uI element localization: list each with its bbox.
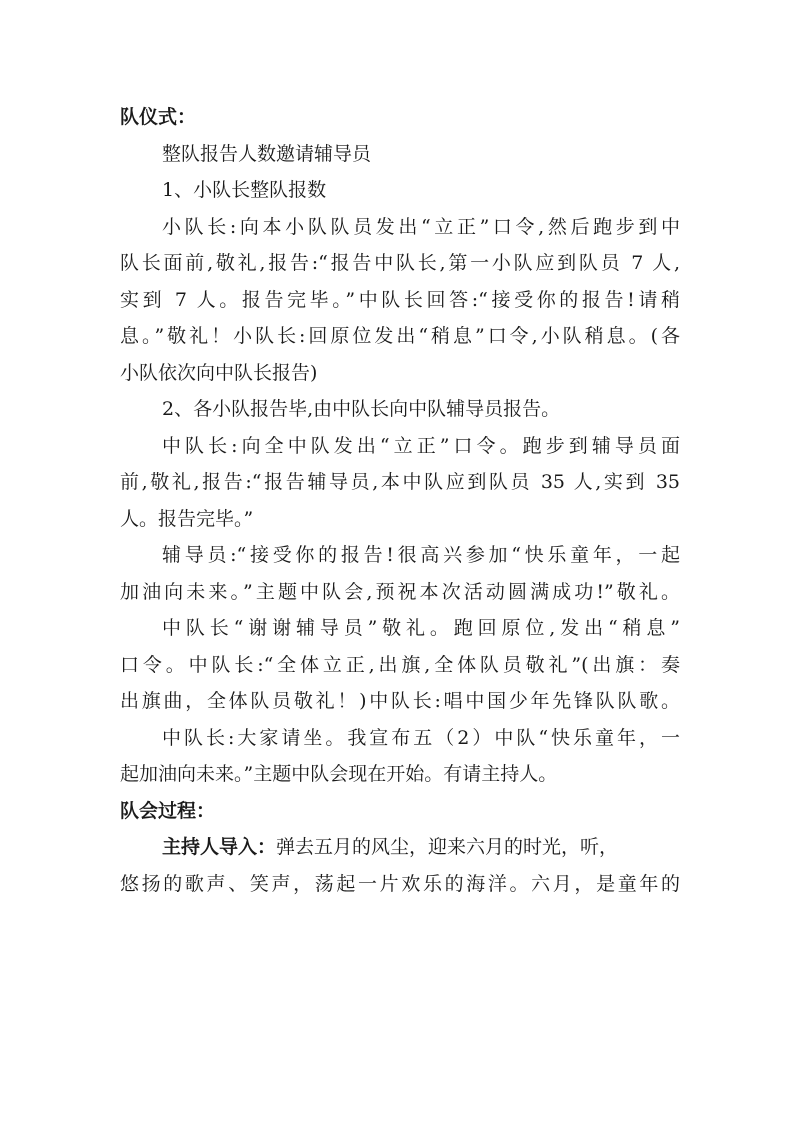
paragraph-line: 中队长:大家请坐。我宣布五（2）中队“快乐童年，一 bbox=[162, 726, 680, 749]
paragraph-line: 2、各小队报告毕,由中队长向中队辅导员报告。 bbox=[162, 398, 561, 420]
paragraph-line: 中队长“谢谢辅导员”敬礼。跑回原位,发出“稍息” bbox=[162, 617, 680, 639]
host-intro-label: 主持人导入： bbox=[162, 836, 277, 858]
paragraph-line: 加油向未来。”主题中队会,预祝本次活动圆满成功!”敬礼。 bbox=[120, 580, 680, 603]
paragraph-line: 小队长:向本小队队员发出“立正”口令,然后跑步到中 bbox=[162, 215, 680, 238]
paragraph-line: 实到 7 人。报告完毕。”中队长回答:“接受你的报告!请稍 bbox=[120, 288, 680, 311]
paragraph-line: 辅导员:“接受你的报告!很高兴参加“快乐童年，一起 bbox=[162, 544, 680, 566]
host-intro-text: 弹去五月的风尘，迎来六月的时光，听， bbox=[276, 836, 619, 858]
section-heading-process: 队会过程： bbox=[120, 799, 216, 822]
paragraph-line: 出旗曲，全体队员敬礼！)中队长:唱中国少年先锋队队歌。 bbox=[120, 690, 680, 712]
paragraph-line: 人。报告完毕。” bbox=[120, 507, 254, 530]
paragraph-line: 口令。中队长:“全体立正,出旗,全体队员敬礼”(出旗：奏 bbox=[120, 653, 680, 676]
paragraph-line: 中队长:向全中队发出“立正”口令。跑步到辅导员面 bbox=[162, 434, 680, 457]
paragraph-line: 队长面前,敬礼,报告:“报告中队长,第一小队应到队员 7 人, bbox=[120, 252, 680, 274]
paragraph-line: 前,敬礼,报告:“报告辅导员,本中队应到队员 35 人,实到 35 bbox=[120, 471, 680, 493]
paragraph-line: 小队依次向中队长报告) bbox=[120, 361, 318, 384]
section-heading-ceremony: 队仪式： bbox=[120, 106, 197, 128]
paragraph-line: 1、小队长整队报数 bbox=[162, 179, 327, 201]
document-body bbox=[120, 99, 680, 902]
paragraph-line: 整队报告人数邀请辅导员 bbox=[162, 142, 372, 165]
paragraph-line: 悠扬的歌声、笑声，荡起一片欢乐的海洋。六月，是童年的 bbox=[120, 872, 680, 895]
paragraph-line bbox=[120, 829, 680, 866]
paragraph-line: 息。”敬礼！小队长:回原位发出“稍息”口令,小队稍息。(各 bbox=[120, 325, 680, 347]
paragraph-line: 起加油向未来。”主题中队会现在开始。有请主持人。 bbox=[120, 763, 558, 785]
